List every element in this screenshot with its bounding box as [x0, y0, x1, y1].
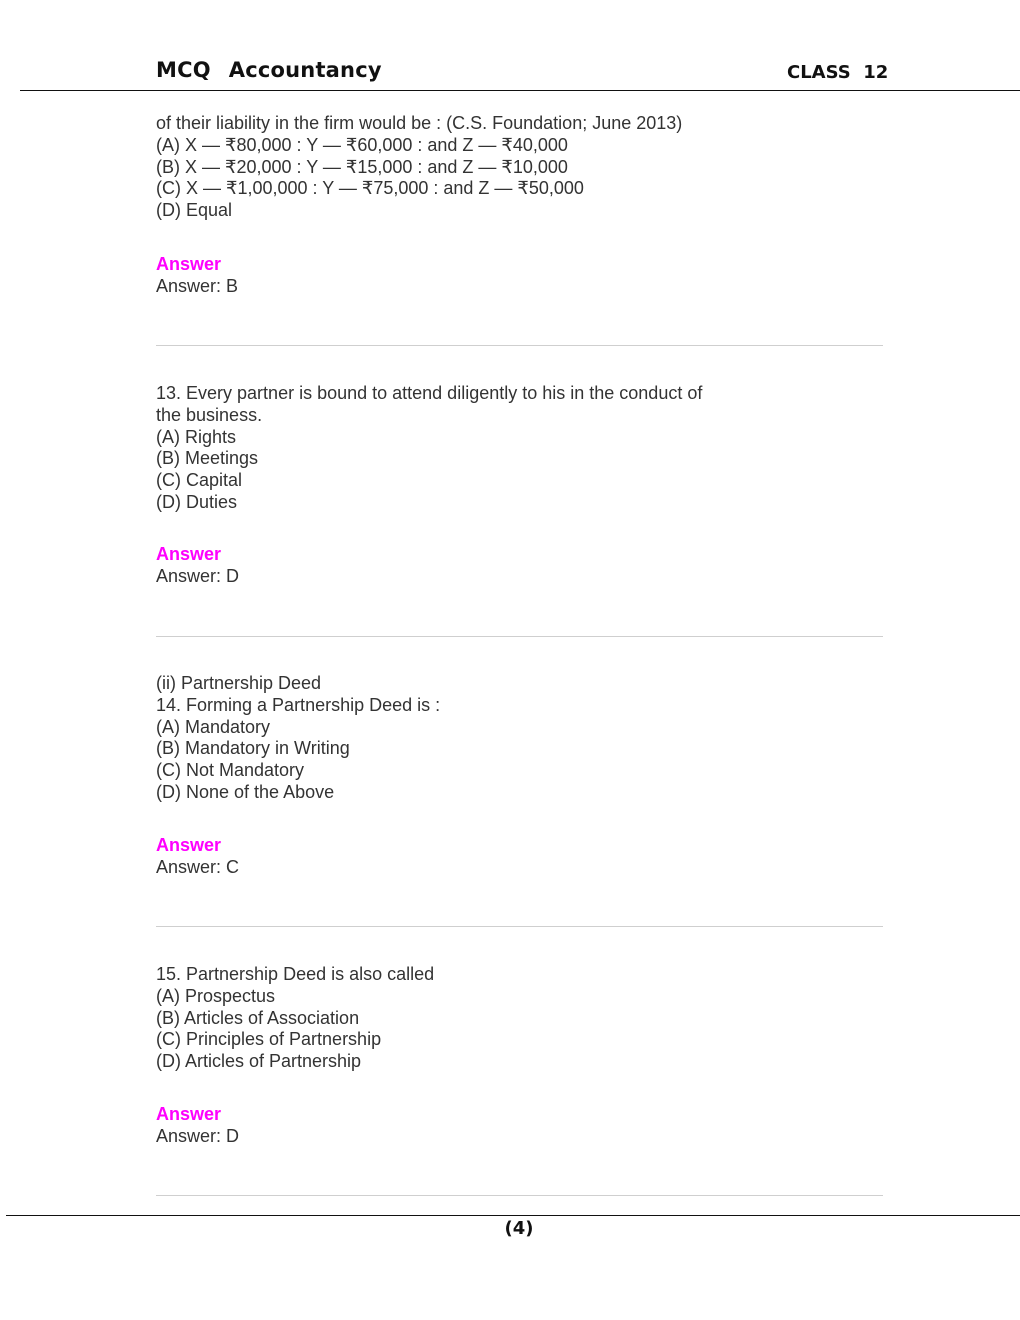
header-title: [156, 58, 382, 82]
question-text: 15. Partnership Deed is also called: [156, 964, 435, 984]
answer-block-13: [156, 544, 856, 588]
option-a: (A) X — ₹80,000 : Y — ₹60,000 : and Z — ₹40,000: [156, 134, 568, 155]
header-rule: [20, 90, 1020, 91]
option-c: (C) Capital: [156, 470, 243, 491]
option-b: (B) Articles of Association: [156, 1007, 360, 1028]
question-block-15: [156, 964, 856, 1073]
answer-block-12: [156, 254, 856, 298]
answer-heading: Answer: [156, 835, 222, 855]
divider: [156, 926, 883, 927]
option-c: (C) Principles of Partnership: [156, 1029, 382, 1050]
answer-block-14: [156, 835, 856, 879]
option-c: (C) Not Mandatory: [156, 760, 305, 781]
answer-block-15: [156, 1104, 856, 1148]
header-mcq: MCQ: [156, 58, 211, 82]
divider: [156, 345, 883, 346]
option-d: (D) Duties: [156, 491, 238, 512]
question-text: 13. Every partner is bound to attend diligently to his in the conduct of: [156, 383, 703, 403]
option-a: (A) Rights: [156, 426, 237, 447]
option-c: (C) X — ₹1,00,000 : Y — ₹75,000 : and Z — ₹50,000: [156, 178, 584, 199]
answer-text: Answer: B: [156, 275, 239, 296]
option-b: (B) Mandatory in Writing: [156, 738, 350, 759]
option-a: (A) Prospectus: [156, 985, 276, 1006]
answer-heading: Answer: [156, 544, 222, 564]
answer-text: Answer: D: [156, 565, 240, 586]
option-d: (D) Equal: [156, 200, 233, 221]
page-number: (4): [504, 1218, 534, 1239]
question-text: 14. Forming a Partnership Deed is :: [156, 694, 441, 715]
answer-heading: Answer: [156, 254, 222, 274]
option-b: (B) Meetings: [156, 448, 259, 469]
divider: [156, 636, 883, 637]
question-block-12: [156, 113, 856, 222]
header-class: CLASS 12: [787, 62, 889, 83]
divider: [156, 1195, 883, 1196]
option-d: (D) None of the Above: [156, 781, 335, 802]
question-block-13: [156, 383, 856, 514]
option-d: (D) Articles of Partnership: [156, 1051, 362, 1072]
answer-text: Answer: D: [156, 1125, 240, 1146]
question-text-cont: the business.: [156, 404, 263, 425]
question-text: of their liability in the firm would be : (C.S. Foundation; June 2013): [156, 113, 683, 133]
option-b: (B) X — ₹20,000 : Y — ₹15,000 : and Z — ₹10,000: [156, 156, 568, 177]
footer-rule: [6, 1215, 1020, 1216]
header-subject: Accountancy: [228, 58, 382, 82]
section-heading: (ii) Partnership Deed: [156, 673, 322, 693]
answer-heading: Answer: [156, 1104, 222, 1124]
option-a: (A) Mandatory: [156, 716, 271, 737]
answer-text: Answer: C: [156, 856, 240, 877]
question-block-14: [156, 673, 856, 804]
